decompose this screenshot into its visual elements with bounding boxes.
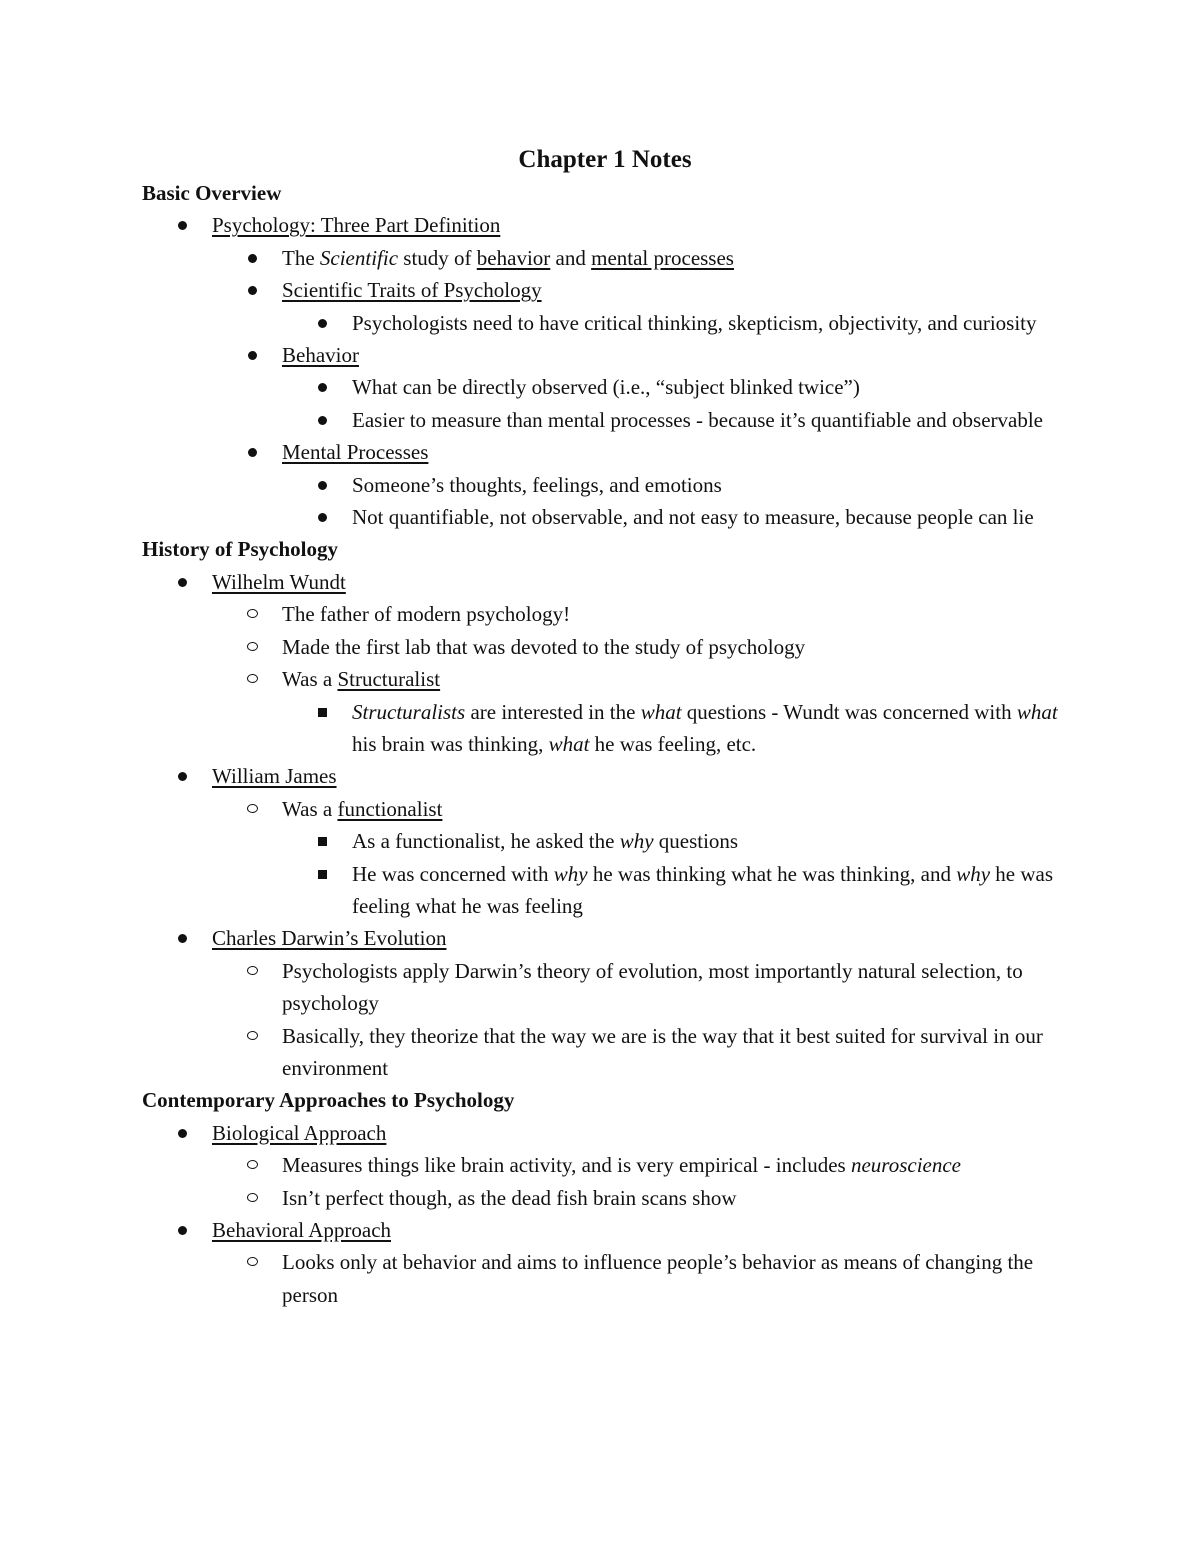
list-item: Psychologists apply Darwin’s theory of evolution, most importantly natural selection, to psychology: [282, 958, 1023, 1016]
list-item: As a functionalist, he asked the why questions: [352, 829, 739, 854]
list-item: Made the first lab that was devoted to the study of psychology: [282, 634, 806, 659]
list-item: Was a functionalist: [282, 796, 443, 821]
list-item: Biological Approach: [212, 1120, 387, 1145]
list-item: Looks only at behavior and aims to influence people’s behavior as means of changing the person: [282, 1250, 1034, 1307]
list-item: Was a Structuralist: [282, 667, 441, 692]
list-item: Behavioral Approach: [212, 1218, 392, 1242]
list-item: Mental Processes: [282, 440, 429, 465]
list-item: Basically, they theorize that the way we are is the way that it best suited for survival in our environment: [282, 1023, 1043, 1080]
page-title: Chapter 1 Notes: [518, 146, 692, 173]
list-item: The father of modern psychology!: [282, 602, 571, 627]
section-heading-history: History of Psychology: [142, 537, 338, 562]
list-item: Wilhelm Wundt: [212, 569, 346, 594]
list-item: He was concerned with why he was thinking what he was thinking, and why he was feeling what he was feeling: [352, 861, 1054, 918]
list-item: Scientific Traits of Psychology: [282, 278, 542, 303]
list-item: Isn’t perfect though, as the dead fish brain scans show: [282, 1185, 737, 1210]
list-item: William James: [212, 764, 337, 789]
section-heading-basic-overview: Basic Overview: [142, 181, 282, 205]
list-item: Behavior: [282, 343, 359, 368]
list-item: Psychologists need to have critical thinking, skepticism, objectivity, and curiosity: [352, 310, 1037, 335]
list-item: The Scientific study of behavior and mental processes: [282, 245, 734, 270]
section-heading-contemporary: Contemporary Approaches to Psychology: [142, 1088, 515, 1113]
list-item: What can be directly observed (i.e., “subject blinked twice”): [352, 375, 860, 400]
list-item: Someone’s thoughts, feelings, and emotions: [352, 472, 722, 497]
list-item: Measures things like brain activity, and is very empirical - includes neuroscience: [282, 1153, 961, 1178]
list-item: Charles Darwin’s Evolution: [212, 926, 447, 951]
list-item: Structuralists are interested in the what questions - Wundt was concerned with what his brain was thinking, what he was feeling, etc.: [352, 699, 1058, 756]
list-item: Not quantifiable, not observable, and not easy to measure, because people can lie: [352, 505, 1034, 530]
list-item: Easier to measure than mental processes - because it’s quantifiable and observable: [352, 407, 1043, 432]
document-content: [142, 143, 1062, 1311]
list-item: Psychology: Three Part Definition: [212, 213, 501, 238]
